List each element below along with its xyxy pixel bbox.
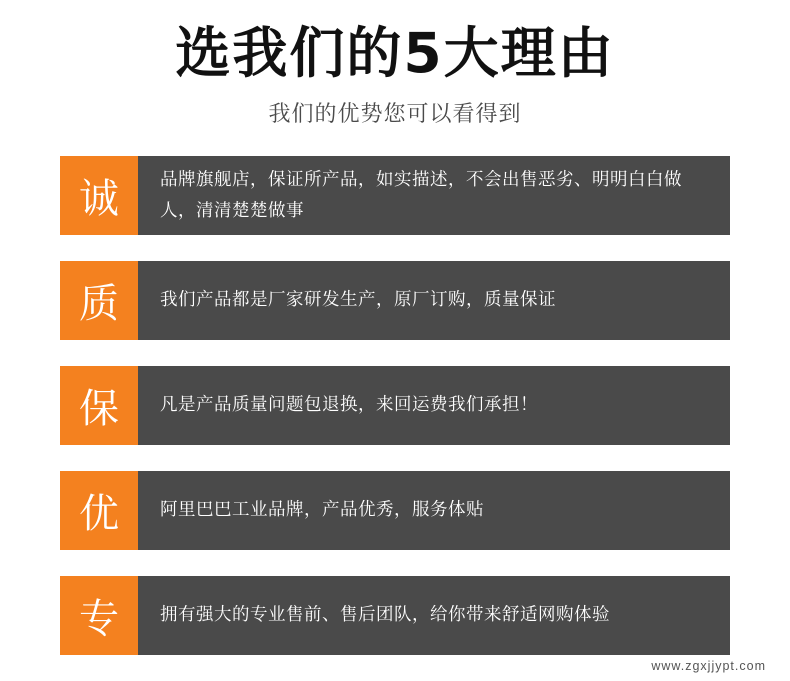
page-title: 选我们的5大理由 bbox=[175, 21, 615, 85]
list-item bbox=[60, 261, 730, 340]
list-item bbox=[60, 366, 730, 445]
reason-badge: 保 bbox=[60, 366, 138, 445]
reason-badge: 质 bbox=[60, 261, 138, 340]
watermark-url: www.zgxjjypt.com bbox=[651, 659, 766, 673]
page-subtitle: 我们的优势您可以看得到 bbox=[268, 102, 522, 128]
reason-text: 阿里巴巴工业品牌，产品优秀，服务体贴 bbox=[138, 471, 730, 550]
reason-badge: 优 bbox=[60, 471, 138, 550]
reason-text: 品牌旗舰店，保证所产品，如实描述，不会出售恶劣、明明白白做人，清清楚楚做事 bbox=[138, 156, 730, 235]
reason-text: 拥有强大的专业售前、售后团队，给你带来舒适网购体验 bbox=[138, 576, 730, 655]
reason-text: 我们产品都是厂家研发生产，原厂订购，质量保证 bbox=[138, 261, 730, 340]
list-item bbox=[60, 471, 730, 550]
reason-text: 凡是产品质量问题包退换，来回运费我们承担！ bbox=[138, 366, 730, 445]
banner-header bbox=[0, 0, 790, 128]
list-item bbox=[60, 576, 730, 655]
reasons-list bbox=[0, 156, 790, 655]
reason-badge: 专 bbox=[60, 576, 138, 655]
list-item bbox=[60, 156, 730, 235]
reason-badge: 诚 bbox=[60, 156, 138, 235]
